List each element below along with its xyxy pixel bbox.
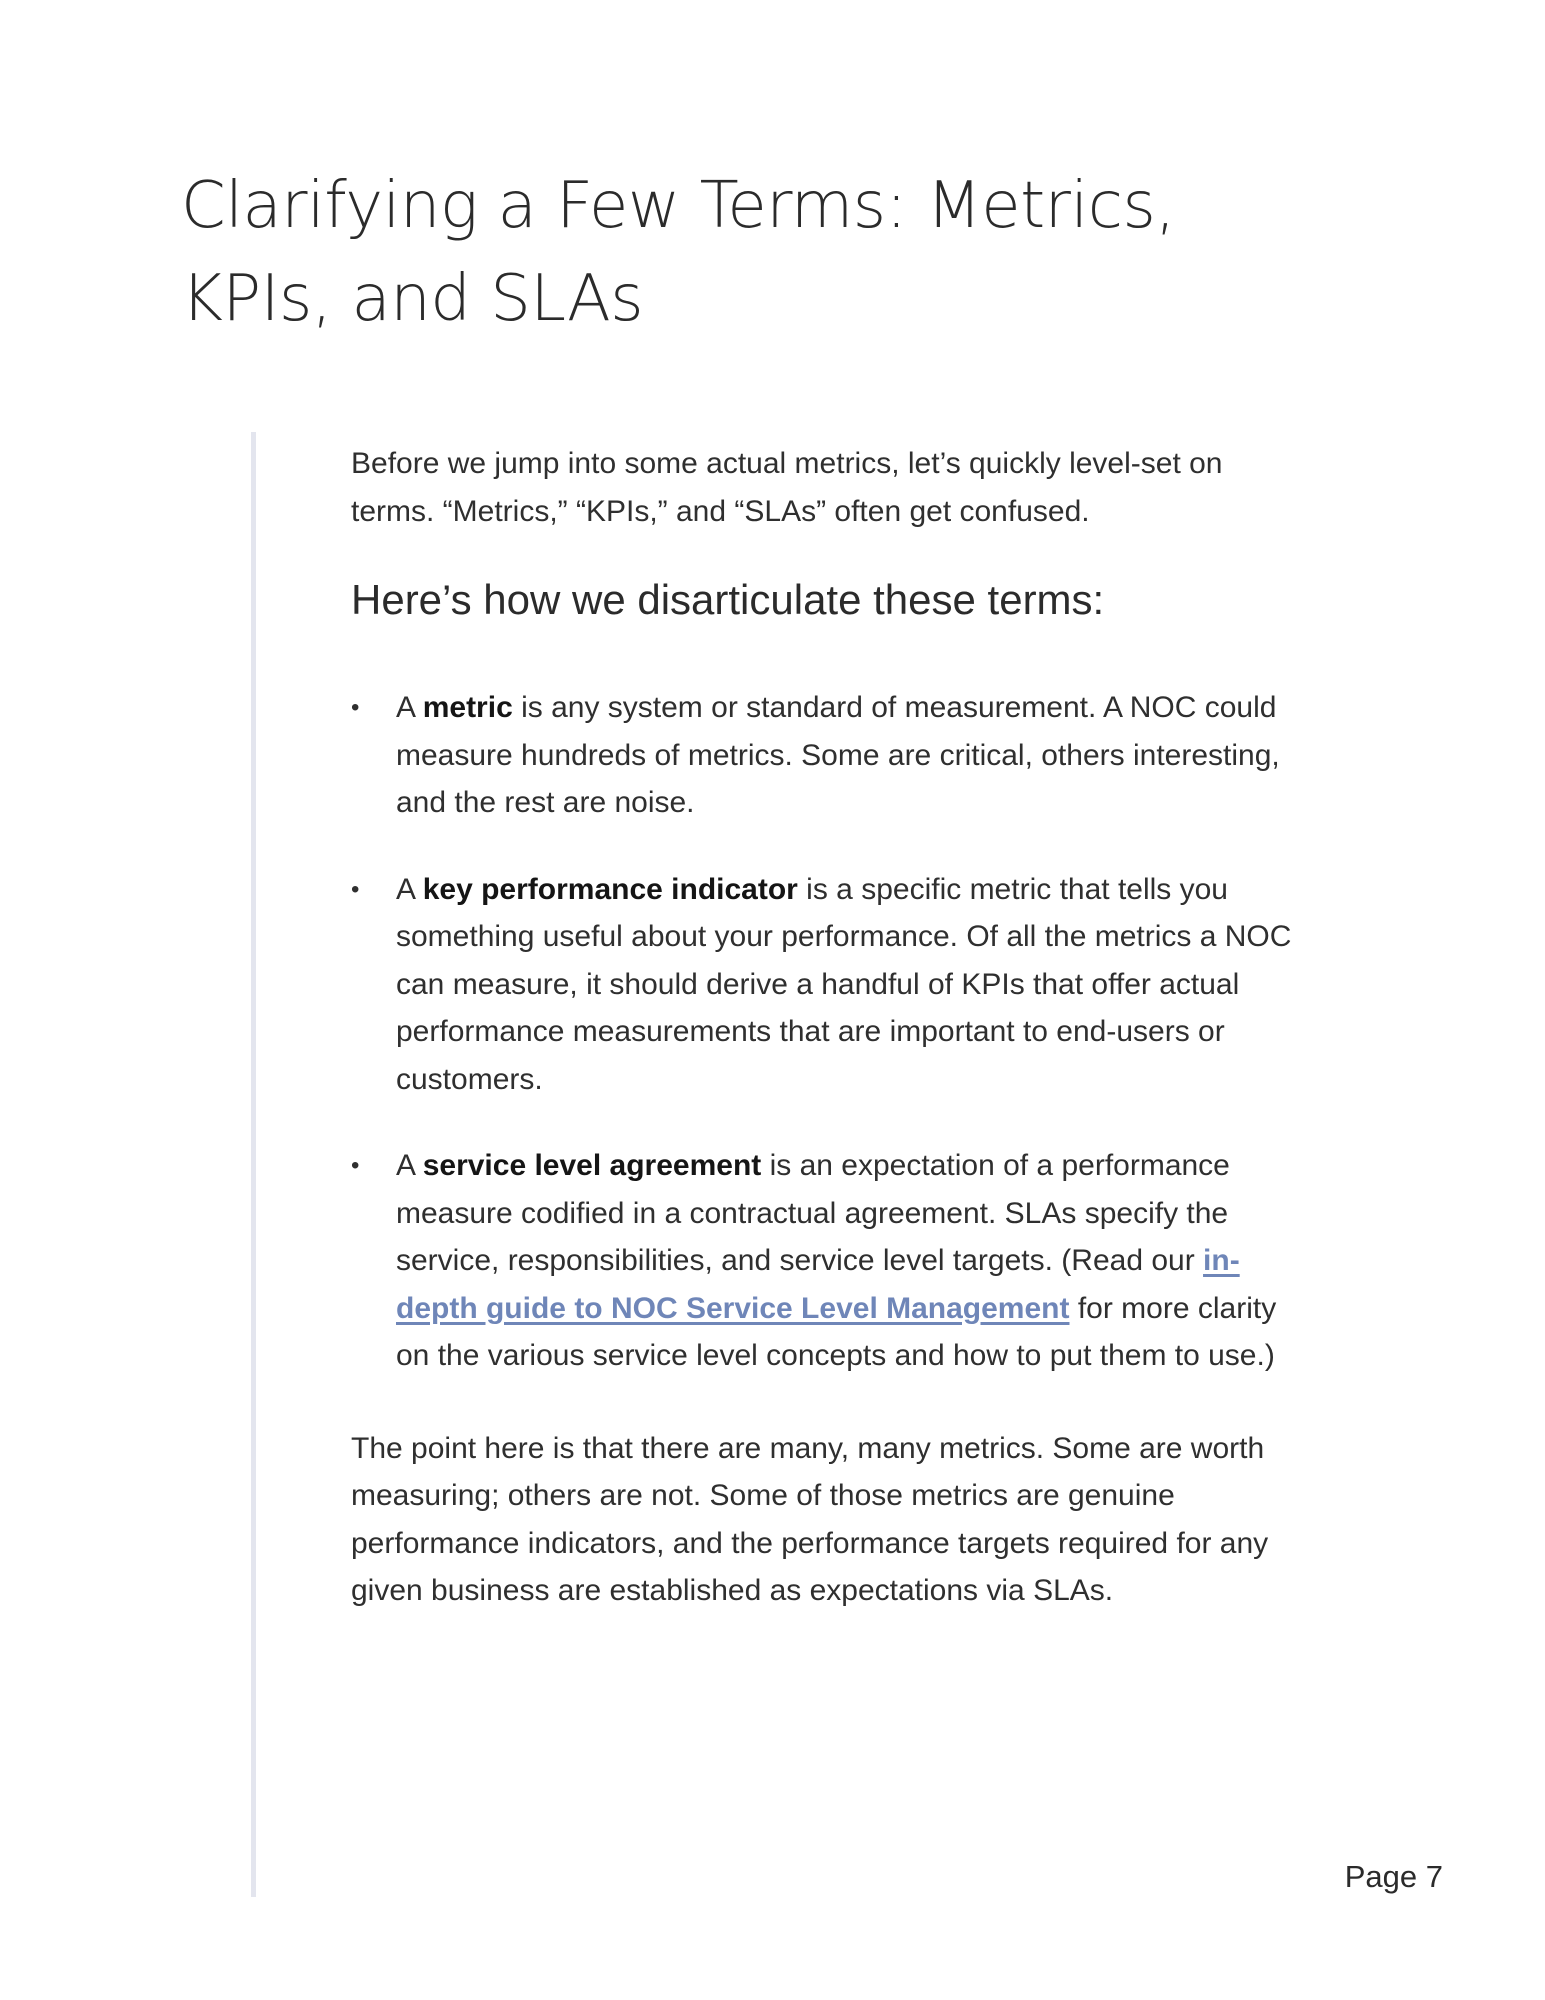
page-title-line-2: KPIs, and SLAs — [181, 262, 644, 336]
item-tail: for more clarity on the various service level concepts and how to put them to use.) — [396, 1291, 1277, 1372]
item-lead: A — [396, 872, 423, 906]
term-list — [351, 684, 1311, 1380]
main-content — [351, 440, 1311, 1615]
bullet-icon: • — [351, 1152, 360, 1179]
intro-paragraph: Before we jump into some actual metrics, let’s quickly level-set on terms. “Metrics,” “KPIs,” and “SLAs” often get confused. — [351, 447, 1223, 528]
list-item-metric — [351, 684, 1311, 827]
page-number: Page 7 — [1344, 1859, 1443, 1894]
term-sla: service level agreement — [422, 1149, 762, 1182]
page-title-line-1: Clarifying a Few Terms: Metrics, — [181, 169, 1176, 243]
term-metric: metric — [422, 691, 513, 724]
list-item-kpi — [351, 866, 1311, 1104]
term-kpi: key performance indicator — [422, 872, 798, 906]
bullet-icon: • — [351, 694, 360, 721]
service-level-guide-link[interactable]: in-depth guide to NOC Service Level Management — [396, 1244, 1240, 1325]
item-body: is a specific metric that tells you something useful about your performance. Of all the metrics a NOC can measure, it should derive a handful of KPIs that offer actual performance measurements that are important to end-users or customers. — [396, 872, 1292, 1096]
item-body: is an expectation of a performance measure codified in a contractual agreement. SLAs specify the service, responsibilities, and service level targets. (Read our — [396, 1149, 1230, 1277]
list-item-sla — [351, 1142, 1311, 1380]
page-title — [181, 160, 1281, 346]
left-accent-rule — [251, 432, 256, 1897]
item-lead: A — [396, 1149, 423, 1182]
closing-paragraph: The point here is that there are many, many metrics. Some are worth measuring; others are not. Some of those metrics are genuine performance indicators, and the performance targets required for any given business are established as expectations via SLAs. — [351, 1431, 1269, 1607]
item-lead: A — [396, 691, 423, 724]
item-body: is any system or standard of measurement. A NOC could measure hundreds of metrics. Some are critical, others interesting, and the rest are noise. — [396, 691, 1280, 819]
bullet-icon: • — [351, 875, 360, 903]
section-subheading: Here’s how we disarticulate these terms: — [351, 576, 1105, 623]
